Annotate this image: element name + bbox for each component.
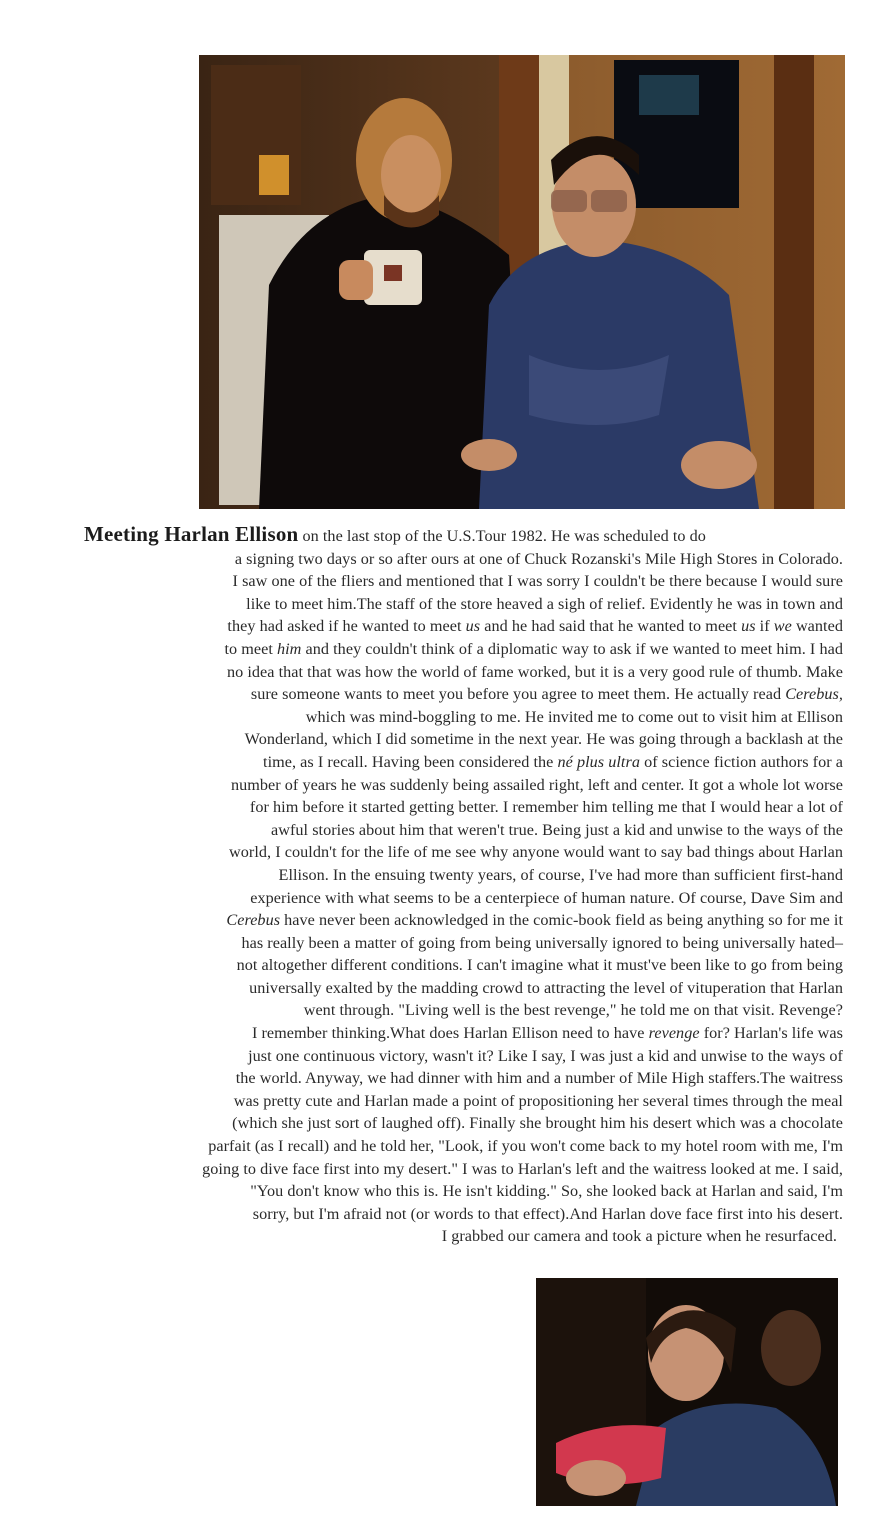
article-line: to meet him and they couldn't think of a diplomatic way to ask if we wanted to meet him. I had — [224, 639, 843, 658]
article-first-line: Meeting Harlan Ellison on the last stop of the U.S.Tour 1982. He was scheduled to do — [84, 522, 706, 546]
italic-text: us — [741, 617, 756, 636]
article-text — [48, 523, 843, 1248]
article-line: universally exalted by the madding crowd to attracting the level of vituperation that Harlan — [249, 978, 843, 997]
article-line: world, I couldn't for the life of me see why anyone would want to say bad things about Harlan — [229, 843, 843, 862]
article-line: the world. Anyway, we had dinner with him and a number of Mile High staffers.The waitress — [235, 1069, 843, 1088]
italic-text: né plus ultra — [557, 752, 640, 771]
article-line: I grabbed our camera and took a picture when he resurfaced. — [441, 1227, 837, 1246]
italic-text: we — [773, 617, 792, 636]
article-line: "You don't know who this is. He isn't kidding." So, she looked back at Harlan and said, I'm — [250, 1182, 843, 1201]
article-line: awful stories about him that weren't true. Being just a kid and unwise to the ways of the — [270, 820, 843, 839]
article-line: sure someone wants to meet you before you agree to meet them. He actually read Cerebus, — [250, 685, 843, 704]
article-line: I saw one of the fliers and mentioned that I was sorry I couldn't be there because I would sure — [232, 572, 843, 591]
article-line: they had asked if he wanted to meet us and he had said that he wanted to meet us if we wanted — [227, 617, 843, 636]
article-line: has really been a matter of going from being universally ignored to being universally hated– — [241, 933, 843, 952]
article-line: I remember thinking.What does Harlan Ellison need to have revenge for? Harlan's life was — [251, 1024, 843, 1043]
italic-text: him — [276, 639, 302, 658]
article-line: sorry, but I'm afraid not (or words to that effect).And Harlan dove face first into his desert. — [252, 1204, 843, 1223]
article-line: went through. "Living well is the best revenge," he told me on that visit. Revenge? — [303, 1001, 843, 1020]
article-line: Wonderland, which I did sometime in the next year. He was going through a backlash at the — [244, 730, 843, 749]
article-line: parfait (as I recall) and he told her, "Look, if you won't come back to my hotel room with me, I'm — [208, 1137, 843, 1156]
article-line: time, as I recall. Having been considered the né plus ultra of science fiction authors for a — [263, 752, 843, 771]
article-line: experience with what seems to be a centerpiece of human nature. Of course, Dave Sim and — [250, 888, 843, 907]
italic-text: revenge — [648, 1024, 700, 1043]
article-line: (which she just sort of laughed off). Finally she brought him his desert which was a chocolate — [232, 1114, 843, 1133]
article-line: no idea that that was how the world of fame worked, but it is a very good rule of thumb. Make — [226, 662, 843, 681]
italic-text: Cerebus — [226, 911, 281, 930]
article-line: for him before it started getting better. I remember him telling me that I would hear a lot of — [249, 798, 843, 817]
photo-top — [199, 55, 845, 509]
article-lead-heading: Meeting Harlan Ellison — [84, 522, 299, 546]
article-line: was pretty cute and Harlan made a point of propositioning her several times through the meal — [233, 1091, 843, 1110]
photo-ellison-dessert-image — [536, 1278, 838, 1506]
article-line: just one continuous victory, wasn't it? Like I say, I was just a kid and unwise to the ways of — [248, 1046, 843, 1065]
article-line: going to dive face first into my desert." I was to Harlan's left and the waitress looked at me. I said, — [202, 1159, 843, 1178]
article-line: not altogether different conditions. I can't imagine what it must've been like to go from being — [236, 956, 843, 975]
article-line: Ellison. In the ensuing twenty years, of course, I've had more than sufficient first-hand — [278, 865, 843, 884]
article-line: Cerebus have never been acknowledged in the comic-book field as being anything so for me it — [226, 911, 843, 930]
article-line: like to meet him.The staff of the store heaved a sigh of relief. Evidently he was in town and — [246, 594, 843, 613]
article-line: which was mind-boggling to me. He invited me to come out to visit him at Ellison — [305, 707, 843, 726]
photo-two-men-image — [199, 55, 845, 509]
article-line: a signing two days or so after ours at one of Chuck Rozanski's Mile High Stores in Colorado. — [234, 549, 843, 568]
photo-bottom — [536, 1278, 838, 1506]
italic-text: Cerebus, — [785, 685, 843, 704]
article-line: number of years he was suddenly being assailed right, left and center. It got a whole lot worse — [230, 775, 843, 794]
italic-text: us — [465, 617, 481, 636]
